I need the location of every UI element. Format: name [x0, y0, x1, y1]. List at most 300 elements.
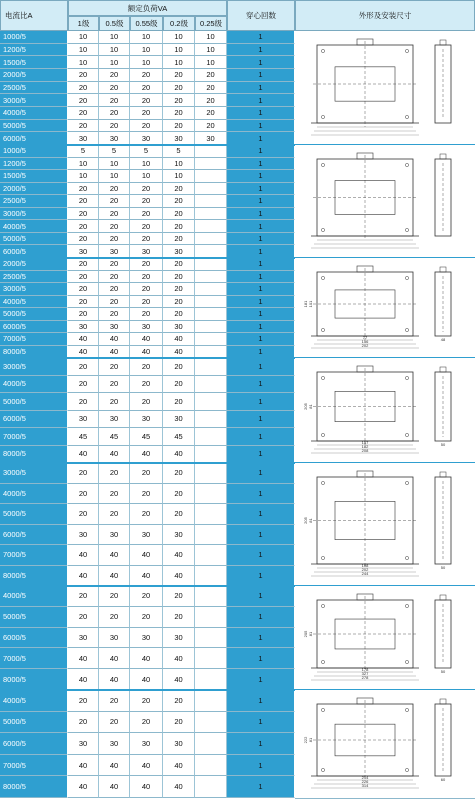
dimension-label: 222 — [303, 736, 308, 744]
ratio-cell: 4000/5 — [0, 296, 68, 309]
load-cell: 20 — [195, 120, 227, 133]
load-cell: 20 — [130, 94, 163, 107]
header-shape: 外形及安装尺寸 — [295, 0, 475, 31]
dimension-label: 205 — [303, 517, 308, 524]
turns-cell: 1 — [227, 145, 295, 158]
ratio-cell: 5000/5 — [0, 308, 68, 321]
load-cell: 20 — [99, 296, 130, 309]
load-cell: 30 — [99, 525, 130, 546]
load-cell: 30 — [163, 733, 195, 755]
ratio-cell: 3000/5 — [0, 463, 68, 484]
load-cell: 10 — [99, 56, 130, 69]
load-cell: 20 — [68, 690, 99, 712]
load-cell: 20 — [130, 195, 163, 208]
load-cell: 30 — [99, 321, 130, 334]
turns-cell: 1 — [227, 690, 295, 712]
mounting-hole — [321, 604, 324, 607]
load-cell: 20 — [99, 504, 130, 525]
dimension-label: 77 — [362, 335, 368, 340]
load-cell: 40 — [68, 648, 99, 669]
ratio-cell: 1200/5 — [0, 158, 68, 171]
dimension-label: 157 — [361, 440, 369, 445]
load-cell: 20 — [99, 358, 130, 376]
load-cell: 20 — [163, 690, 195, 712]
ratio-cell: 1500/5 — [0, 170, 68, 183]
load-cell: 10 — [195, 44, 227, 57]
dimension-label: 278 — [361, 675, 369, 680]
load-cell: 20 — [99, 308, 130, 321]
load-cell: 5 — [163, 145, 195, 158]
load-cell: 20 — [68, 393, 99, 411]
outline-drawing — [295, 586, 475, 691]
load-cell: 20 — [130, 220, 163, 233]
load-cell: 45 — [99, 428, 130, 446]
load-cell — [195, 484, 227, 505]
load-cell: 20 — [68, 107, 99, 120]
load-cell: 10 — [163, 56, 195, 69]
dimension-label: 81 — [308, 404, 313, 409]
load-cell — [195, 504, 227, 525]
load-cell: 10 — [195, 31, 227, 44]
load-cell — [195, 208, 227, 221]
turns-cell: 1 — [227, 271, 295, 284]
load-cell: 5 — [130, 145, 163, 158]
load-cell: 45 — [163, 428, 195, 446]
mounting-hole — [321, 228, 324, 231]
turns-cell: 1 — [227, 283, 295, 296]
load-cell — [195, 545, 227, 566]
dimension-label: 205 — [303, 403, 308, 410]
ratio-cell: 5000/5 — [0, 120, 68, 133]
turns-cell: 1 — [227, 712, 295, 734]
load-cell: 30 — [163, 525, 195, 546]
dimension-label: 50 — [440, 669, 446, 674]
load-cell — [195, 446, 227, 464]
turns-cell: 1 — [227, 31, 295, 44]
load-cell: 20 — [130, 283, 163, 296]
dimension-label: 81 — [308, 518, 313, 523]
load-cell: 40 — [68, 776, 99, 798]
load-cell: 20 — [68, 271, 99, 284]
load-cell: 10 — [68, 170, 99, 183]
load-cell: 20 — [68, 220, 99, 233]
turns-cell: 1 — [227, 586, 295, 607]
load-cell: 40 — [130, 755, 163, 777]
dimension-label: 81 — [308, 737, 313, 743]
load-cell: 20 — [68, 233, 99, 246]
load-cell: 20 — [68, 69, 99, 82]
load-cell: 30 — [163, 321, 195, 334]
ratio-cell: 3000/5 — [0, 358, 68, 376]
load-cell: 30 — [195, 132, 227, 145]
side-terminal — [440, 699, 446, 704]
load-cell: 10 — [130, 31, 163, 44]
header-class-5: 0.25级 — [195, 16, 227, 31]
ratio-cell: 7000/5 — [0, 545, 68, 566]
turns-cell: 1 — [227, 82, 295, 95]
turns-cell: 1 — [227, 107, 295, 120]
ratio-cell: 6000/5 — [0, 733, 68, 755]
load-cell: 20 — [130, 376, 163, 394]
load-cell: 30 — [130, 411, 163, 429]
load-cell: 10 — [130, 158, 163, 171]
load-cell: 20 — [68, 358, 99, 376]
dimension-label: 181 — [303, 300, 308, 308]
load-cell: 40 — [163, 648, 195, 669]
ratio-cell: 6000/5 — [0, 525, 68, 546]
load-cell: 30 — [130, 525, 163, 546]
mounting-hole — [321, 660, 324, 663]
load-cell: 20 — [130, 607, 163, 628]
ratio-cell: 6000/5 — [0, 245, 68, 258]
load-cell: 20 — [99, 690, 130, 712]
turns-cell: 1 — [227, 195, 295, 208]
transformer-drawing — [295, 358, 475, 463]
header-class-1: 1级 — [68, 16, 99, 31]
load-cell: 30 — [99, 132, 130, 145]
load-cell: 30 — [163, 132, 195, 145]
dimension-label: 50 — [440, 442, 446, 447]
load-cell: 30 — [68, 525, 99, 546]
load-cell — [195, 428, 227, 446]
load-cell — [195, 158, 227, 171]
load-cell: 20 — [68, 94, 99, 107]
load-cell: 10 — [99, 44, 130, 57]
load-cell: 20 — [99, 82, 130, 95]
turns-cell: 1 — [227, 755, 295, 777]
load-cell — [195, 233, 227, 246]
load-cell: 20 — [130, 233, 163, 246]
load-cell: 20 — [130, 107, 163, 120]
load-cell: 20 — [68, 82, 99, 95]
turns-cell: 1 — [227, 484, 295, 505]
load-cell: 20 — [195, 94, 227, 107]
load-cell: 20 — [163, 607, 195, 628]
load-cell: 40 — [68, 346, 99, 359]
load-cell: 20 — [163, 712, 195, 734]
turns-cell: 1 — [227, 525, 295, 546]
ratio-cell: 7000/5 — [0, 428, 68, 446]
ratio-cell: 6000/5 — [0, 411, 68, 429]
load-cell — [195, 628, 227, 649]
turns-cell: 1 — [227, 158, 295, 171]
load-cell: 10 — [68, 44, 99, 57]
load-cell: 20 — [163, 120, 195, 133]
load-cell: 40 — [68, 545, 99, 566]
load-cell: 30 — [130, 628, 163, 649]
load-cell: 20 — [99, 208, 130, 221]
turns-cell: 1 — [227, 296, 295, 309]
load-cell: 20 — [68, 283, 99, 296]
turns-cell: 1 — [227, 566, 295, 587]
header-class-3: 0.55级 — [130, 16, 163, 31]
ratio-cell: 8000/5 — [0, 669, 68, 690]
mounting-hole — [405, 376, 408, 379]
dimension-label: 81 — [308, 631, 313, 637]
load-cell: 30 — [68, 628, 99, 649]
mounting-hole — [405, 276, 408, 279]
turns-cell: 1 — [227, 411, 295, 429]
mounting-hole — [321, 115, 324, 118]
load-cell: 30 — [163, 411, 195, 429]
turns-cell: 1 — [227, 308, 295, 321]
load-cell: 40 — [99, 566, 130, 587]
ratio-cell: 3000/5 — [0, 94, 68, 107]
load-cell: 20 — [163, 258, 195, 271]
load-cell: 20 — [68, 183, 99, 196]
load-cell: 20 — [163, 233, 195, 246]
turns-cell: 1 — [227, 132, 295, 145]
side-terminal — [440, 267, 446, 272]
dimension-label: 48 — [440, 337, 446, 342]
load-cell: 20 — [99, 120, 130, 133]
turns-cell: 1 — [227, 245, 295, 258]
ratio-cell: 7000/5 — [0, 333, 68, 346]
load-cell: 20 — [130, 712, 163, 734]
load-cell: 30 — [68, 733, 99, 755]
load-cell: 30 — [130, 245, 163, 258]
load-cell: 20 — [130, 208, 163, 221]
turns-cell: 1 — [227, 428, 295, 446]
load-cell: 10 — [68, 158, 99, 171]
side-view-body — [435, 477, 451, 564]
mounting-hole — [405, 115, 408, 118]
load-cell: 10 — [130, 44, 163, 57]
mounting-hole — [321, 708, 324, 711]
mounting-hole — [405, 556, 408, 559]
turns-cell: 1 — [227, 628, 295, 649]
turns-cell: 1 — [227, 258, 295, 271]
mounting-hole — [405, 228, 408, 231]
load-cell — [195, 358, 227, 376]
ratio-cell: 5000/5 — [0, 712, 68, 734]
load-cell: 20 — [99, 484, 130, 505]
turns-cell: 1 — [227, 776, 295, 798]
load-cell: 20 — [99, 607, 130, 628]
ratio-cell: 7000/5 — [0, 648, 68, 669]
load-cell: 20 — [130, 183, 163, 196]
dimension-label: 327 — [361, 671, 369, 676]
load-cell: 20 — [99, 283, 130, 296]
load-cell: 40 — [99, 545, 130, 566]
turns-cell: 1 — [227, 321, 295, 334]
load-cell — [195, 648, 227, 669]
turns-cell: 1 — [227, 183, 295, 196]
header-rated-load: 额定负荷VA — [68, 0, 227, 16]
ratio-cell: 4000/5 — [0, 484, 68, 505]
load-cell — [195, 258, 227, 271]
mounting-hole — [321, 328, 324, 331]
load-cell: 20 — [163, 586, 195, 607]
mounting-hole — [321, 433, 324, 436]
load-cell — [195, 566, 227, 587]
load-cell: 40 — [130, 669, 163, 690]
load-cell: 20 — [130, 504, 163, 525]
ratio-cell: 2500/5 — [0, 195, 68, 208]
dimension-label: 226 — [361, 779, 369, 784]
load-cell: 20 — [68, 607, 99, 628]
load-cell: 20 — [68, 208, 99, 221]
load-cell: 20 — [130, 690, 163, 712]
ratio-cell: 5000/5 — [0, 393, 68, 411]
load-cell — [195, 220, 227, 233]
load-cell: 10 — [99, 170, 130, 183]
turns-cell: 1 — [227, 607, 295, 628]
load-cell: 20 — [99, 376, 130, 394]
load-cell: 30 — [99, 733, 130, 755]
ratio-cell: 4000/5 — [0, 586, 68, 607]
dimension-label: 214 — [361, 775, 369, 780]
load-cell: 20 — [130, 296, 163, 309]
mounting-hole — [321, 276, 324, 279]
load-cell: 20 — [68, 120, 99, 133]
turns-cell: 1 — [227, 233, 295, 246]
load-cell: 30 — [99, 628, 130, 649]
turns-cell: 1 — [227, 170, 295, 183]
load-cell — [195, 271, 227, 284]
load-cell — [195, 776, 227, 798]
load-cell: 20 — [68, 712, 99, 734]
load-cell: 20 — [130, 358, 163, 376]
load-cell: 20 — [163, 208, 195, 221]
load-cell: 30 — [130, 132, 163, 145]
load-cell: 20 — [163, 283, 195, 296]
load-cell: 30 — [68, 321, 99, 334]
load-cell: 20 — [99, 258, 130, 271]
load-cell: 20 — [68, 296, 99, 309]
dimension-label: 101 — [308, 300, 313, 308]
ratio-cell: 8000/5 — [0, 566, 68, 587]
dimension-label: 50 — [440, 565, 446, 570]
load-cell: 30 — [68, 411, 99, 429]
turns-cell: 1 — [227, 56, 295, 69]
ratio-cell: 2000/5 — [0, 258, 68, 271]
load-cell — [195, 525, 227, 546]
load-cell: 30 — [130, 733, 163, 755]
ratio-cell: 2000/5 — [0, 183, 68, 196]
ratio-cell: 1000/5 — [0, 145, 68, 158]
load-cell — [195, 170, 227, 183]
load-cell: 20 — [195, 107, 227, 120]
ratio-cell: 8000/5 — [0, 446, 68, 464]
transformer-drawing — [295, 258, 475, 358]
load-cell: 40 — [130, 333, 163, 346]
ratio-cell: 5000/5 — [0, 607, 68, 628]
ratio-cell: 4000/5 — [0, 690, 68, 712]
load-cell: 20 — [99, 195, 130, 208]
turns-cell: 1 — [227, 69, 295, 82]
ratio-cell: 2000/5 — [0, 69, 68, 82]
dimension-label: 182 — [361, 444, 369, 449]
load-cell — [195, 283, 227, 296]
load-cell: 10 — [130, 56, 163, 69]
dimension-label: 156 — [361, 339, 369, 344]
dimension-label: 208 — [361, 448, 369, 453]
load-cell: 20 — [130, 308, 163, 321]
load-cell: 20 — [163, 296, 195, 309]
load-cell — [195, 145, 227, 158]
ratio-cell: 1200/5 — [0, 44, 68, 57]
dimension-label: 202 — [361, 343, 369, 348]
side-terminal — [440, 472, 446, 477]
turns-cell: 1 — [227, 208, 295, 221]
load-cell: 40 — [99, 669, 130, 690]
load-cell: 20 — [163, 107, 195, 120]
load-cell — [195, 690, 227, 712]
load-cell: 20 — [130, 586, 163, 607]
load-cell: 20 — [68, 504, 99, 525]
transformer-drawing — [295, 463, 475, 586]
load-cell — [195, 755, 227, 777]
ratio-cell: 4000/5 — [0, 376, 68, 394]
load-cell: 20 — [195, 69, 227, 82]
mounting-hole — [321, 163, 324, 166]
mounting-hole — [405, 481, 408, 484]
load-cell: 10 — [99, 31, 130, 44]
load-cell: 10 — [163, 170, 195, 183]
turns-cell: 1 — [227, 94, 295, 107]
load-cell: 40 — [163, 755, 195, 777]
load-cell: 30 — [99, 411, 130, 429]
turns-cell: 1 — [227, 333, 295, 346]
load-cell: 20 — [163, 308, 195, 321]
load-cell: 40 — [68, 333, 99, 346]
load-cell: 20 — [99, 69, 130, 82]
side-terminal — [440, 40, 446, 45]
dimension-label: 205 — [303, 630, 308, 638]
load-cell — [195, 376, 227, 394]
ratio-cell: 8000/5 — [0, 346, 68, 359]
ratio-cell: 1500/5 — [0, 56, 68, 69]
load-cell — [195, 669, 227, 690]
load-cell: 30 — [99, 245, 130, 258]
load-cell: 20 — [130, 271, 163, 284]
ratio-cell: 1000/5 — [0, 31, 68, 44]
load-cell: 40 — [130, 776, 163, 798]
load-cell — [195, 308, 227, 321]
ratio-cell: 5000/5 — [0, 504, 68, 525]
ratio-cell: 6000/5 — [0, 628, 68, 649]
load-cell: 30 — [163, 628, 195, 649]
load-cell: 20 — [130, 484, 163, 505]
outline-drawing — [295, 145, 475, 259]
load-cell: 40 — [99, 776, 130, 798]
load-cell: 40 — [163, 333, 195, 346]
load-cell: 30 — [163, 245, 195, 258]
load-cell — [195, 333, 227, 346]
load-cell: 40 — [68, 669, 99, 690]
load-cell: 10 — [195, 56, 227, 69]
turns-cell: 1 — [227, 376, 295, 394]
turns-cell: 1 — [227, 545, 295, 566]
load-cell: 40 — [99, 446, 130, 464]
load-cell: 20 — [163, 271, 195, 284]
mounting-hole — [321, 376, 324, 379]
ratio-cell: 2500/5 — [0, 82, 68, 95]
outline-drawing — [295, 358, 475, 464]
mounting-hole — [405, 433, 408, 436]
mounting-hole — [405, 328, 408, 331]
load-cell: 20 — [130, 69, 163, 82]
header-turns: 穿心回数 — [227, 0, 295, 31]
load-cell: 20 — [68, 258, 99, 271]
mounting-hole — [405, 604, 408, 607]
load-cell — [195, 586, 227, 607]
load-cell: 30 — [130, 321, 163, 334]
turns-cell: 1 — [227, 648, 295, 669]
turns-cell: 1 — [227, 393, 295, 411]
load-cell: 10 — [99, 158, 130, 171]
